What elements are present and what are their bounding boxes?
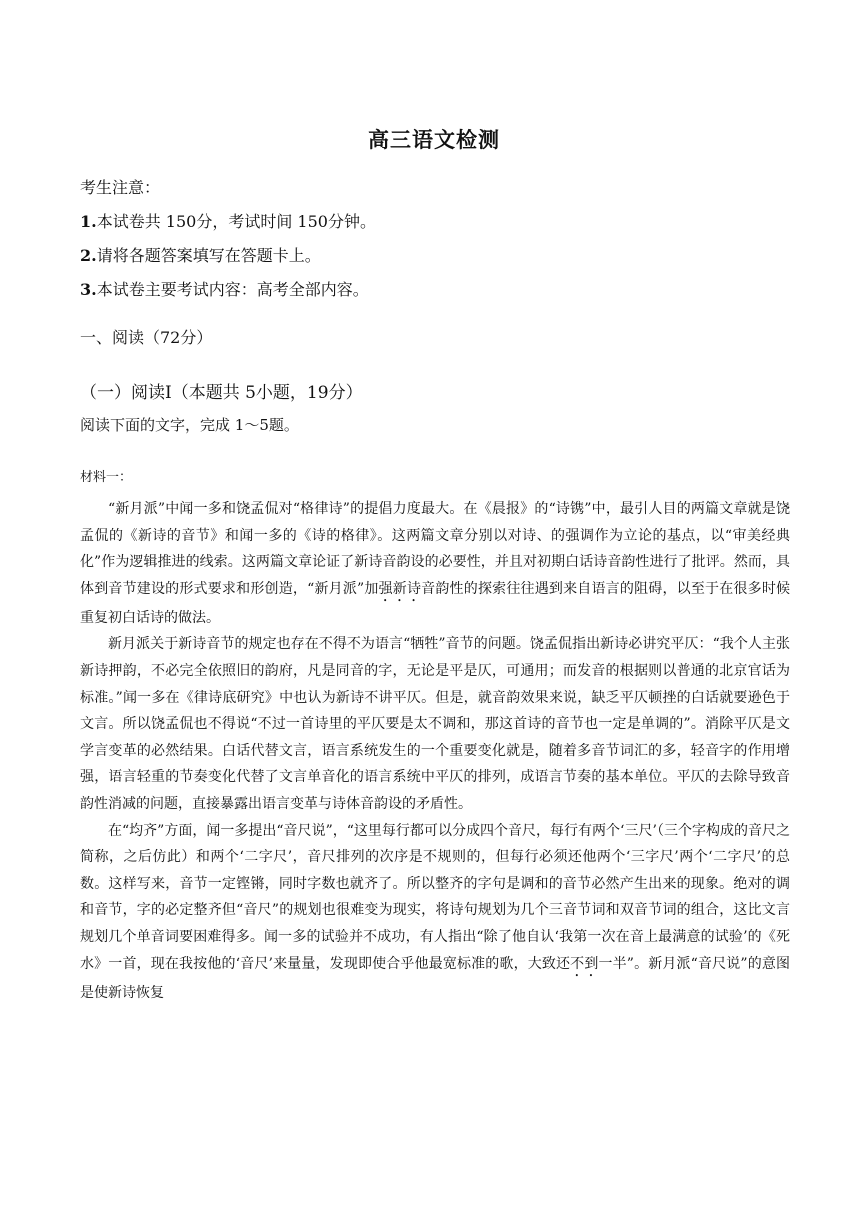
emphasized-text: 不到 [570, 955, 599, 972]
paragraph-text: 在“均齐”方面，闻一多提出“音尺说”，“这里每行都可以分成四个音尺，每行有两个‘三尺’（三个字构成的音尺之简称，之后仿此）和两个‘二字尺’，音尺排列的次序是不规则的，但每行必须还他两个‘三字尺’两个‘二字尺’的总数。这样写来，音节一定铿锵，同时字数也就齐了。所以整齐的字句是调和的音节必然产生出来的现象。绝对的调和音节，字的必定整齐但“音尺”的规划也很难变为现实，将诗句规划为几个三音节词和双音节词的组合，这比文言规划几个单音词要困难得多。闻一多的试验并不成功，有人指出“除了他自认‘我第一次在音上最满意的试验’的《死水》一首，现在我按他的‘音尺’来量量，发现即使合乎他最宽标准的歌，大致还 [80, 822, 790, 972]
notice-heading: 考生注意： [80, 178, 161, 197]
paragraph-text: 一半”。新月派“音尺说”的意图是使新诗恢复 [80, 955, 790, 1001]
notice-item-number: 1. [80, 212, 97, 231]
paragraph: 新月派关于新诗音节的规定也存在不得不为语言“牺牲”音节的问题。饶孟侃指出新诗必讲究平仄：“我个人主张新诗押韵，不必完全依照旧的韵府，凡是同音的字，无论是平是仄，可通用；而发音的根据则以普通的北京官话为标准。”闻一多在《律诗底研究》中也认为新诗不讲平仄。但是，就音韵效果来说，缺乏平仄顿挫的白话就要逊色于文言。所以饶孟侃也不得说“不过一首诗里的平仄要是太不调和，那这首诗的音节也一定是单调的”。消除平仄是文学言变革的必然结果。白话代替文言，语言系统发生的一个重要变化就是，随着多音节词汇的多，轻音字的作用增强，语言轻重的节奏变化代替了文言单音化的语言系统中平仄的排列，成语言节奏的基本单位。平仄的去除导致音韵性消减的问题，直接暴露出语言变革与诗体音韵设的矛盾性。 [80, 636, 790, 812]
paragraph [80, 818, 790, 1007]
reading-instruction: 阅读下面的文字，完成 1～5题。 [80, 416, 299, 434]
notice-item [80, 243, 376, 277]
page-title: 高三语文检测 [368, 127, 500, 152]
material-body [80, 496, 790, 1006]
notice-block [80, 175, 376, 311]
notice-item [80, 277, 376, 311]
paragraph-text: 音韵性的探索往往遇到来自语言的阻碍，以至于在很多时候重复初白话诗的做法。 [80, 580, 791, 626]
notice-item-text: 请将各题答案填写在答题卡上。 [96, 246, 321, 265]
paragraph [80, 496, 790, 631]
material-label: 材料一： [80, 470, 133, 485]
emphasized-text: 强新诗 [378, 580, 422, 597]
notice-item-number: 3. [80, 280, 97, 299]
paragraph-text: “新月派”中闻一多和饶孟侃对“格律诗”的提倡力度最大。在《晨报》的“诗镌”中，最引人目的两篇文章就是饶孟侃的《新诗的音节》和闻一多的《诗的格律》。这两篇文章分别以对诗、的强调作为立论的基点，以“审美经典化”作为逻辑推进的线索。这两篇文章论证了新诗音韵设的必要性，并且对初期白话诗音韵性进行了批评。然而，具体到音节建设的形式要求和形创造，“新月派”加 [80, 501, 790, 597]
notice-item-number: 2. [80, 246, 97, 265]
section-heading-reading-one: （一）阅读Ⅰ（本题共 5小题，19分） [80, 383, 363, 403]
section-heading-reading: 一、阅读（72分） [80, 328, 213, 347]
notice-item-text: 本试卷主要考试内容：高考全部内容。 [96, 280, 369, 299]
notice-item [80, 209, 376, 243]
notice-item-text: 本试卷共 150分，考试时间 150分钟。 [96, 212, 376, 231]
